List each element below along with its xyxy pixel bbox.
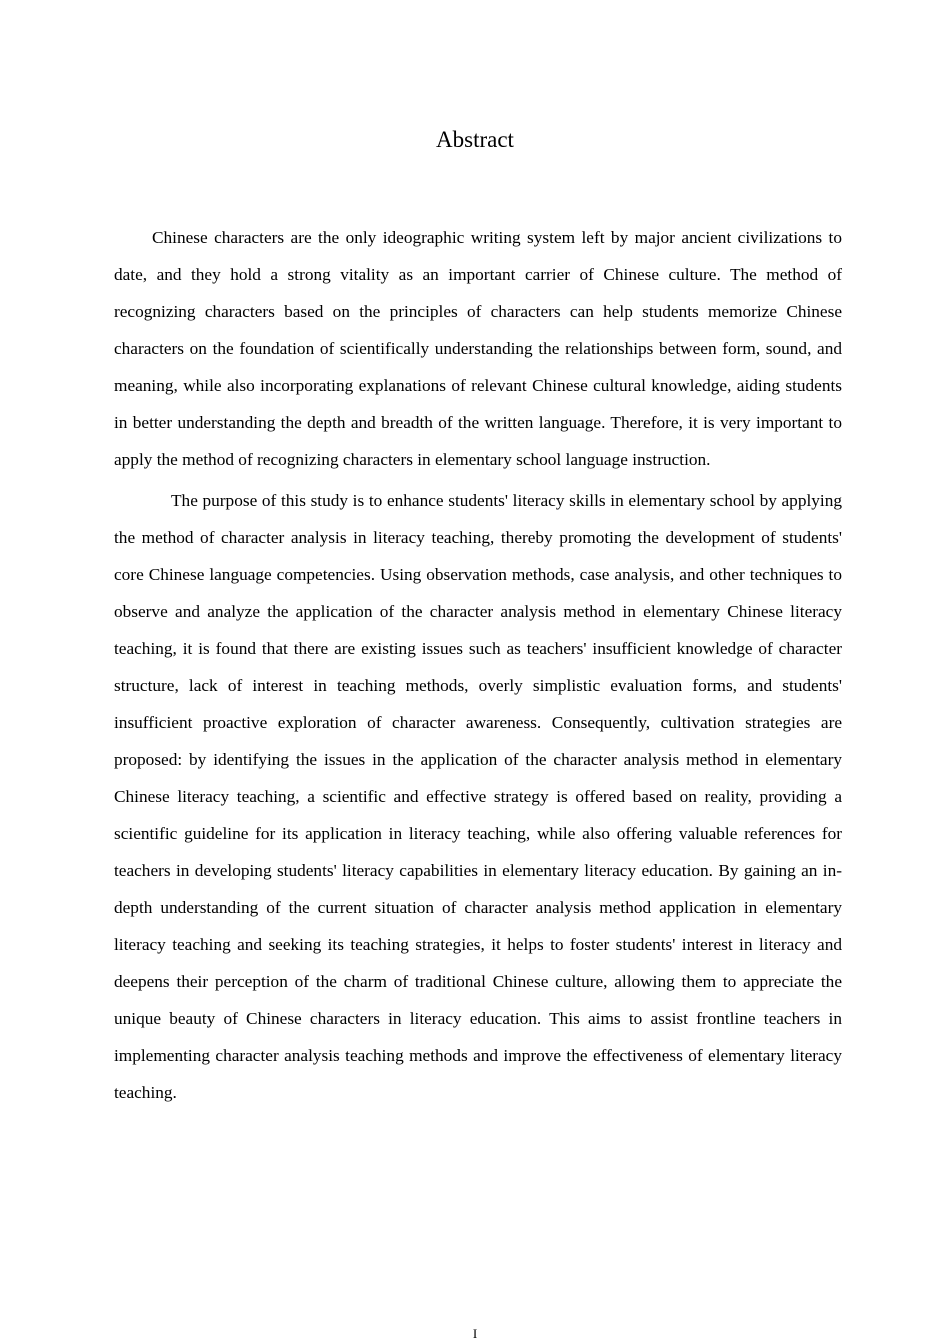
- abstract-body: [114, 219, 842, 1111]
- abstract-title: Abstract: [436, 127, 514, 152]
- page-number: I: [472, 1326, 478, 1341]
- abstract-paragraph-2: The purpose of this study is to enhance students' literacy skills in elementary school by applying the method of character analysis in literacy teaching, thereby promoting the development of students' core Chinese language competencies. Using observation methods, case analysis, and other techniques to observe and analyze the application of the character analysis method in elementary Chinese literacy teaching, it is found that there are existing issues such as teachers' insufficient knowledge of character structure, lack of interest in teaching methods, overly simplistic evaluation forms, and students' insufficient proactive exploration of character awareness. Consequently, cultivation strategies are proposed: by identifying the issues in the application of the character analysis method in elementary Chinese literacy teaching, a scientific and effective strategy is offered based on reality, providing a scientific guideline for its application in literacy teaching, while also offering valuable references for teachers in developing students' literacy capabilities in elementary literacy education. By gaining an in-depth understanding of the current situation of character analysis method application in elementary literacy teaching and seeking its teaching strategies, it helps to foster students' interest in literacy and deepens their perception of the charm of traditional Chinese culture, allowing them to appreciate the unique beauty of Chinese characters in literacy education. This aims to assist frontline teachers in implementing character analysis teaching methods and improve the effectiveness of elementary literacy teaching.: [114, 491, 842, 1102]
- abstract-paragraph-1: Chinese characters are the only ideographic writing system left by major ancient civilizations to date, and they hold a strong vitality as an important carrier of Chinese culture. The method of recognizing characters based on the principles of characters can help students memorize Chinese characters on the foundation of scientifically understanding the relationships between form, sound, and meaning, while also incorporating explanations of relevant Chinese cultural knowledge, aiding students in better understanding the depth and breadth of the written language. Therefore, it is very important to apply the method of recognizing characters in elementary school language instruction.: [114, 228, 842, 469]
